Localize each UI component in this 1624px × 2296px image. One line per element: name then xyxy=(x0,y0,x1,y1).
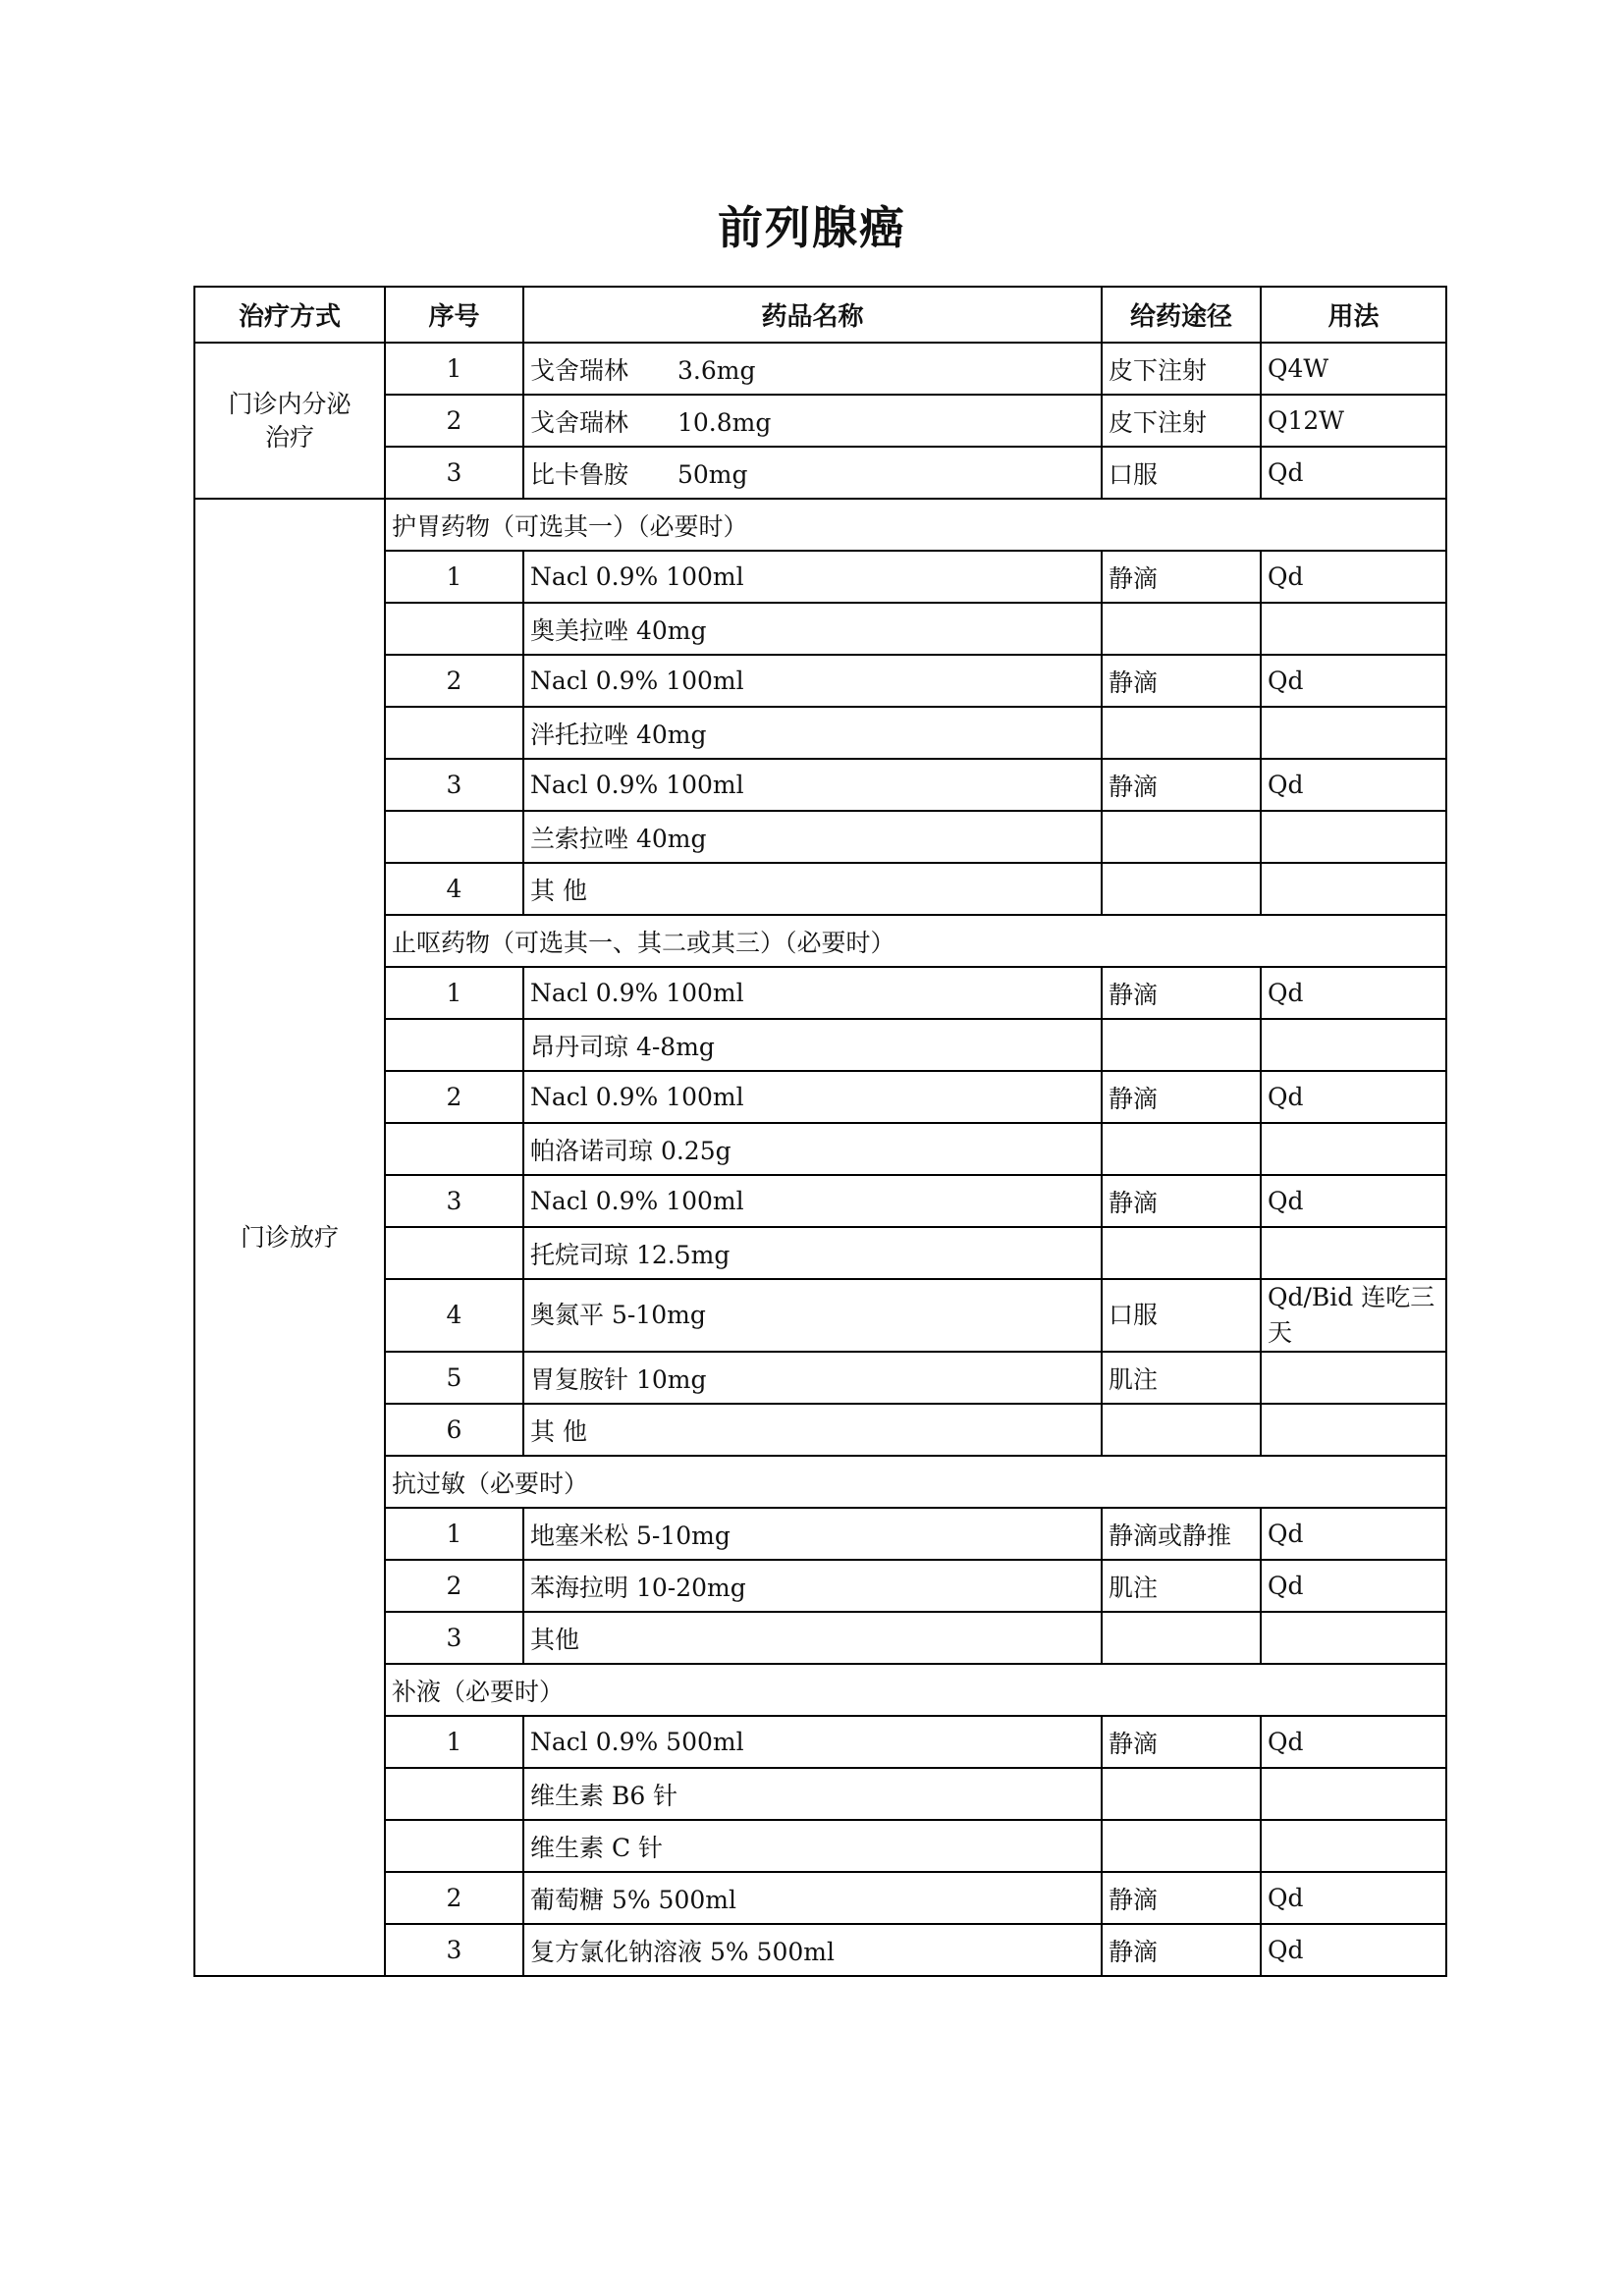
row-number xyxy=(385,603,523,655)
usage xyxy=(1261,1612,1446,1664)
usage: Qd xyxy=(1261,1508,1446,1560)
drug-name: 比卡鲁胺 50mg xyxy=(523,447,1102,499)
row-number: 5 xyxy=(385,1352,523,1404)
route xyxy=(1102,1019,1261,1071)
row-number: 3 xyxy=(385,1612,523,1664)
row-number xyxy=(385,1019,523,1071)
route: 静滴 xyxy=(1102,759,1261,811)
drug-name: 兰索拉唑 40mg xyxy=(523,811,1102,863)
group-heading: 补液（必要时） xyxy=(385,1664,1446,1716)
route xyxy=(1102,1768,1261,1820)
row-number: 2 xyxy=(385,1560,523,1612)
group-heading: 护胃药物（可选其一）（必要时） xyxy=(385,499,1446,551)
route xyxy=(1102,1123,1261,1175)
usage: Qd xyxy=(1261,1175,1446,1227)
route xyxy=(1102,1612,1261,1664)
usage xyxy=(1261,1768,1446,1820)
header-cell: 序号 xyxy=(385,287,523,343)
route: 静滴 xyxy=(1102,967,1261,1019)
header-cell: 治疗方式 xyxy=(194,287,385,343)
route xyxy=(1102,1404,1261,1456)
row-number: 2 xyxy=(385,1071,523,1123)
usage xyxy=(1261,1123,1446,1175)
row-number: 1 xyxy=(385,551,523,603)
row-number xyxy=(385,1820,523,1872)
drug-name: 维生素 B6 针 xyxy=(523,1768,1102,1820)
table-row xyxy=(194,343,1446,395)
usage: Qd xyxy=(1261,447,1446,499)
route xyxy=(1102,603,1261,655)
drug-name: Nacl 0.9% 100ml xyxy=(523,1071,1102,1123)
usage xyxy=(1261,811,1446,863)
usage xyxy=(1261,1227,1446,1279)
group-heading: 抗过敏（必要时） xyxy=(385,1456,1446,1508)
row-number: 4 xyxy=(385,1279,523,1352)
usage xyxy=(1261,707,1446,759)
route xyxy=(1102,811,1261,863)
usage xyxy=(1261,1352,1446,1404)
row-number: 2 xyxy=(385,395,523,447)
drug-name: Nacl 0.9% 100ml xyxy=(523,759,1102,811)
row-number xyxy=(385,707,523,759)
row-number: 6 xyxy=(385,1404,523,1456)
usage: Q4W xyxy=(1261,343,1446,395)
usage: Qd xyxy=(1261,1071,1446,1123)
route: 静滴或静推 xyxy=(1102,1508,1261,1560)
usage: Q12W xyxy=(1261,395,1446,447)
route: 静滴 xyxy=(1102,551,1261,603)
row-number: 3 xyxy=(385,447,523,499)
drug-name: 复方氯化钠溶液 5% 500ml xyxy=(523,1924,1102,1976)
row-number: 3 xyxy=(385,1924,523,1976)
row-number xyxy=(385,1123,523,1175)
header-cell: 用法 xyxy=(1261,287,1446,343)
usage xyxy=(1261,1404,1446,1456)
drug-name: 泮托拉唑 40mg xyxy=(523,707,1102,759)
method-line: 门诊内分泌 xyxy=(228,389,352,418)
header-cell: 给药途径 xyxy=(1102,287,1261,343)
group-heading: 止呕药物（可选其一、其二或其三）（必要时） xyxy=(385,915,1446,967)
drug-name: 托烷司琼 12.5mg xyxy=(523,1227,1102,1279)
row-number: 4 xyxy=(385,863,523,915)
table-body xyxy=(194,343,1446,1976)
route xyxy=(1102,863,1261,915)
route: 口服 xyxy=(1102,447,1261,499)
row-number: 2 xyxy=(385,655,523,707)
method-line: 治疗 xyxy=(264,422,314,452)
drug-name: 其 他 xyxy=(523,863,1102,915)
row-number: 3 xyxy=(385,759,523,811)
drug-name: 帕洛诺司琼 0.25g xyxy=(523,1123,1102,1175)
drug-name: 戈舍瑞林 10.8mg xyxy=(523,395,1102,447)
route: 皮下注射 xyxy=(1102,343,1261,395)
row-number: 1 xyxy=(385,343,523,395)
drug-name: 苯海拉明 10-20mg xyxy=(523,1560,1102,1612)
drug-name: 地塞米松 5-10mg xyxy=(523,1508,1102,1560)
usage: Qd xyxy=(1261,1924,1446,1976)
drug-name: Nacl 0.9% 500ml xyxy=(523,1716,1102,1768)
drug-name: 昂丹司琼 4-8mg xyxy=(523,1019,1102,1071)
drug-name: 奥氮平 5-10mg xyxy=(523,1279,1102,1352)
row-number: 1 xyxy=(385,1716,523,1768)
usage xyxy=(1261,863,1446,915)
drug-name: 胃复胺针 10mg xyxy=(523,1352,1102,1404)
route xyxy=(1102,707,1261,759)
route: 肌注 xyxy=(1102,1352,1261,1404)
row-number: 1 xyxy=(385,967,523,1019)
drug-name: 其 他 xyxy=(523,1404,1102,1456)
route xyxy=(1102,1820,1261,1872)
usage: Qd xyxy=(1261,967,1446,1019)
treatment-method-cell: 门诊放疗 xyxy=(194,499,385,1976)
usage: Qd xyxy=(1261,1872,1446,1924)
page-title: 前列腺癌 xyxy=(718,201,906,254)
drug-name: Nacl 0.9% 100ml xyxy=(523,655,1102,707)
drug-name: 维生素 C 针 xyxy=(523,1820,1102,1872)
route: 静滴 xyxy=(1102,1872,1261,1924)
drug-name: 奥美拉唑 40mg xyxy=(523,603,1102,655)
row-number xyxy=(385,1227,523,1279)
header-cell: 药品名称 xyxy=(523,287,1102,343)
usage: Qd xyxy=(1261,551,1446,603)
drug-name: Nacl 0.9% 100ml xyxy=(523,551,1102,603)
treatment-method-cell xyxy=(194,343,385,499)
route: 口服 xyxy=(1102,1279,1261,1352)
drug-name: 葡萄糖 5% 500ml xyxy=(523,1872,1102,1924)
usage: Qd xyxy=(1261,655,1446,707)
drug-name: Nacl 0.9% 100ml xyxy=(523,967,1102,1019)
route: 静滴 xyxy=(1102,655,1261,707)
route: 静滴 xyxy=(1102,1071,1261,1123)
usage: Qd xyxy=(1261,1560,1446,1612)
row-number: 3 xyxy=(385,1175,523,1227)
drug-name: Nacl 0.9% 100ml xyxy=(523,1175,1102,1227)
row-number: 2 xyxy=(385,1872,523,1924)
route: 静滴 xyxy=(1102,1924,1261,1976)
route: 静滴 xyxy=(1102,1716,1261,1768)
drug-name: 其他 xyxy=(523,1612,1102,1664)
usage: Qd xyxy=(1261,759,1446,811)
route: 肌注 xyxy=(1102,1560,1261,1612)
row-number xyxy=(385,811,523,863)
group-heading-row xyxy=(194,499,1446,551)
drug-name: 戈舍瑞林 3.6mg xyxy=(523,343,1102,395)
usage: Qd xyxy=(1261,1716,1446,1768)
row-number xyxy=(385,1768,523,1820)
usage xyxy=(1261,1019,1446,1071)
row-number: 1 xyxy=(385,1508,523,1560)
route: 皮下注射 xyxy=(1102,395,1261,447)
usage xyxy=(1261,1820,1446,1872)
treatment-table xyxy=(193,286,1447,1977)
route xyxy=(1102,1227,1261,1279)
table-header-row xyxy=(194,287,1446,343)
usage xyxy=(1261,603,1446,655)
usage: Qd/Bid 连吃三天 xyxy=(1261,1279,1446,1352)
route: 静滴 xyxy=(1102,1175,1261,1227)
